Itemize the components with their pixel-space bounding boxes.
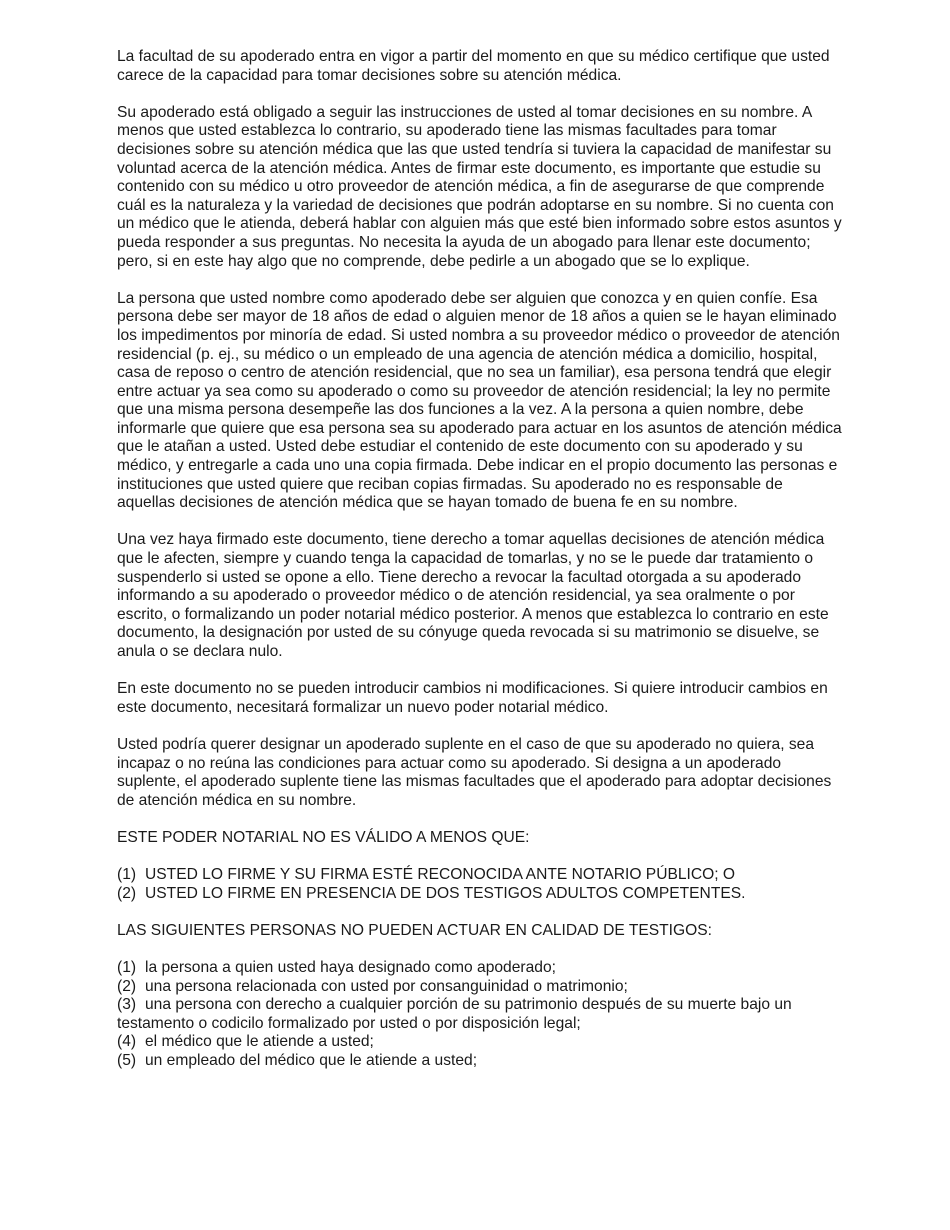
list-item-text: una persona relacionada con usted por consanguinidad o matrimonio;	[145, 977, 628, 995]
list-item-number: (2)	[117, 977, 137, 995]
paragraph-revocation: Una vez haya firmado este documento, tiene derecho a tomar aquellas decisiones de atención médica que le afecten, siempre y cuando tenga la capacidad de tomarlas, y no se le puede dar tratamiento o suspenderlo si usted se opone a ello. Tiene derecho a revocar la facultad otorgada a su apoderado informando a su apoderado o proveedor médico o de atención residencial, ya sea oralmente o por escrito, o formalizando un poder notarial médico posterior. A menos que establezca lo contrario en este documento, la designación por usted de su cónyuge queda revocada si su matrimonio se disuelve, se anula o se declara nulo.	[117, 531, 829, 660]
list-item-text: USTED LO FIRME Y SU FIRMA ESTÉ RECONOCIDA ANTE NOTARIO PÚBLICO; O	[145, 866, 736, 884]
document-page	[117, 48, 842, 1089]
list-item	[117, 959, 842, 978]
list-item	[117, 885, 842, 904]
paragraph-effective-date: La facultad de su apoderado entra en vigor a partir del momento en que su médico certifique que usted carece de la capacidad para tomar decisiones sobre su atención médica.	[117, 48, 830, 84]
list-item-number: (4)	[117, 1033, 137, 1051]
list-item-text: USTED LO FIRME EN PRESENCIA DE DOS TESTIGOS ADULTOS COMPETENTES.	[145, 884, 746, 902]
list-item-text: una persona con derecho a cualquier porción de su patrimonio después de su muerte bajo un testamento o codicilo formalizado por usted o por disposición legal;	[117, 996, 792, 1032]
validity-list	[117, 866, 842, 903]
list-item	[117, 1052, 842, 1071]
paragraph-agent-selection: La persona que usted nombre como apoderado debe ser alguien que conozca y en quien confíe. Esa persona debe ser mayor de 18 años de edad o alguien menor de 18 años a quien se le hayan eliminado los impedimentos por minoría de edad. Si usted nombra a su proveedor médico o proveedor de atención residencial (p. ej., su médico o un empleado de una agencia de atención médica a domicilio, hospital, casa de reposo o centro de atención residencial, que no sea un familiar), esa persona tendrá que elegir entre actuar ya sea como su apoderado o como su proveedor de atención residencial; la ley no permite que una misma persona desempeñe las dos funciones a la vez. A la persona a quien nombre, debe informarle que quiere que esa persona sea su apoderado para actuar en los asuntos de atención médica que le atañan a usted. Usted debe estudiar el contenido de este documento con su apoderado y su médico, y entregarle a cada uno una copia firmada. Debe indicar en el propio documento las personas e instituciones que usted quiere que reciban copias firmadas. Su apoderado no es responsable de aquellas decisiones de atención médica que se hayan tomado de buena fe en su nombre.	[117, 289, 842, 512]
validity-heading: ESTE PODER NOTARIAL NO ES VÁLIDO A MENOS QUE:	[117, 828, 530, 846]
list-item-number: (1)	[117, 866, 137, 884]
list-item-number: (3)	[117, 996, 137, 1014]
witness-list	[117, 959, 842, 1071]
paragraph-no-changes: En este documento no se pueden introducir cambios ni modificaciones. Si quiere introducir cambios en este documento, necesitará formalizar un nuevo poder notarial médico.	[117, 680, 828, 716]
list-item-number: (2)	[117, 884, 137, 902]
list-item	[117, 866, 842, 885]
list-item-text: un empleado del médico que le atiende a usted;	[145, 1052, 478, 1070]
paragraph-alternate-agent: Usted podría querer designar un apoderado suplente en el caso de que su apoderado no quiera, sea incapaz o no reúna las condiciones para actuar como su apoderado. Si designa a un apoderado suplente, el apoderado suplente tiene las mismas facultades que el apoderado para adoptar decisiones de atención médica en su nombre.	[117, 735, 832, 809]
list-item	[117, 1033, 842, 1052]
list-item	[117, 996, 842, 1033]
paragraph-agent-duties: Su apoderado está obligado a seguir las instrucciones de usted al tomar decisiones en su nombre. A menos que usted establezca lo contrario, su apoderado tiene las mismas facultades para tomar decisiones sobre su atención médica que las que usted tendría si tuviera la capacidad de manifestar su voluntad acerca de la atención médica. Antes de firmar este documento, es importante que estudie su contenido con su médico u otro proveedor de atención médica, a fin de asegurarse de que comprende cuál es la naturaleza y la variedad de decisiones que podrán adoptarse en su nombre. Si no cuenta con un médico que le atienda, deberá hablar con alguien más que esté bien informado sobre estos asuntos y pueda responder a sus preguntas. No necesita la ayuda de un abogado para llenar este documento; pero, si en este hay algo que no comprende, debe pedirle a un abogado que se lo explique.	[117, 103, 842, 270]
list-item-text: el médico que le atiende a usted;	[145, 1033, 374, 1051]
list-item-number: (5)	[117, 1052, 137, 1070]
list-item	[117, 978, 842, 997]
list-item-text: la persona a quien usted haya designado como apoderado;	[145, 959, 556, 977]
list-item-number: (1)	[117, 959, 137, 977]
witness-heading: LAS SIGUIENTES PERSONAS NO PUEDEN ACTUAR EN CALIDAD DE TESTIGOS:	[117, 921, 713, 939]
